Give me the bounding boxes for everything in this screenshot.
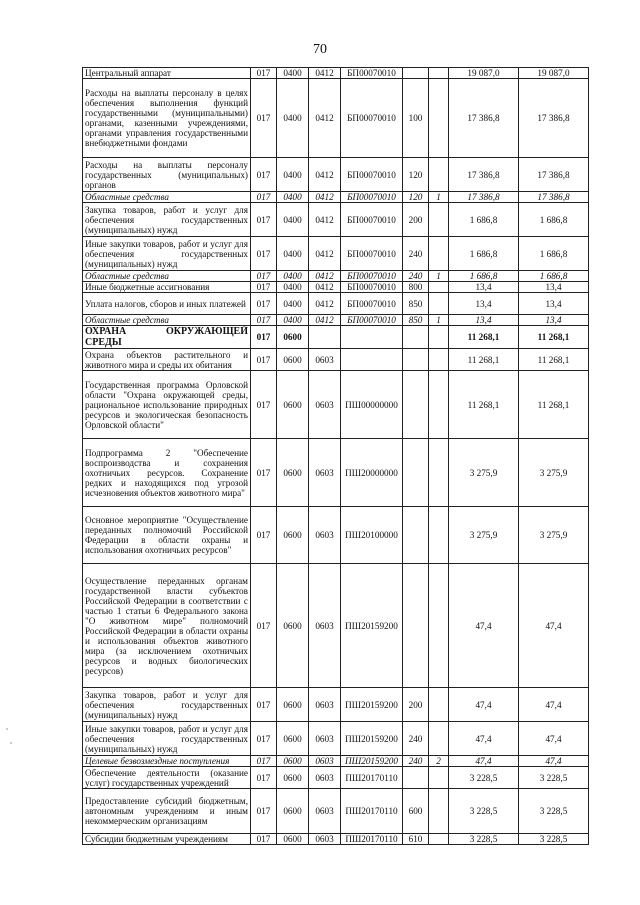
table-row — [83, 767, 589, 789]
table-row — [83, 722, 589, 756]
cell-amount-total: 11 268,1 — [449, 371, 519, 439]
cell-source — [429, 722, 449, 756]
cell-ministry: 017 — [251, 756, 277, 767]
cell-target: БП00070010 — [341, 203, 403, 237]
cell-section: 0600 — [277, 507, 309, 564]
scan-speck — [10, 742, 12, 744]
cell-source: 1 — [429, 271, 449, 282]
cell-section: 0600 — [277, 326, 309, 349]
cell-name: Уплата налогов, сборов и иных платежей — [83, 293, 251, 315]
cell-amount-budget: 3 275,9 — [519, 507, 589, 564]
cell-ministry: 017 — [251, 439, 277, 507]
cell-subsection: 0603 — [309, 439, 341, 507]
cell-ministry: 017 — [251, 349, 277, 371]
table-row — [83, 237, 589, 271]
table-row — [83, 326, 589, 349]
cell-amount-budget: 19 087,0 — [519, 68, 589, 79]
cell-name: Закупка товаров, работ и услуг для обеспечения государственных (муниципальных) нужд — [83, 203, 251, 237]
table-row — [83, 371, 589, 439]
cell-section: 0600 — [277, 756, 309, 767]
cell-ministry: 017 — [251, 293, 277, 315]
cell-subsection: 0412 — [309, 293, 341, 315]
table-row — [83, 271, 589, 282]
cell-section: 0400 — [277, 237, 309, 271]
cell-section: 0600 — [277, 349, 309, 371]
cell-target: ПШ00000000 — [341, 371, 403, 439]
table-row — [83, 507, 589, 564]
table-row — [83, 439, 589, 507]
cell-amount-budget: 13,4 — [519, 315, 589, 326]
cell-expense-type: 850 — [403, 315, 429, 326]
cell-source — [429, 68, 449, 79]
cell-expense-type: 100 — [403, 79, 429, 158]
cell-subsection: 0603 — [309, 564, 341, 688]
cell-subsection: 0412 — [309, 192, 341, 203]
cell-ministry: 017 — [251, 564, 277, 688]
table-row — [83, 293, 589, 315]
cell-ministry: 017 — [251, 371, 277, 439]
table-row — [83, 282, 589, 293]
cell-name: Субсидии бюджетным учреждениям — [83, 834, 251, 845]
cell-expense-type: 240 — [403, 271, 429, 282]
cell-source — [429, 203, 449, 237]
cell-expense-type: 200 — [403, 688, 429, 722]
cell-ministry: 017 — [251, 688, 277, 722]
cell-name: Иные закупки товаров, работ и услуг для обеспечения государственных (муниципальных) нужд — [83, 722, 251, 756]
cell-amount-budget: 1 686,8 — [519, 237, 589, 271]
cell-target — [341, 326, 403, 349]
table-row — [83, 688, 589, 722]
cell-amount-total: 47,4 — [449, 688, 519, 722]
budget-expenditure-table — [82, 67, 589, 845]
cell-source: 1 — [429, 315, 449, 326]
cell-amount-budget: 1 686,8 — [519, 271, 589, 282]
cell-subsection: 0412 — [309, 79, 341, 158]
cell-section: 0400 — [277, 79, 309, 158]
cell-name: Расходы на выплаты персоналу государственных (муниципальных) органов — [83, 158, 251, 192]
page-number: 70 — [313, 42, 327, 57]
cell-subsection — [309, 326, 341, 349]
cell-target: ПШ20159200 — [341, 688, 403, 722]
cell-source — [429, 326, 449, 349]
cell-subsection: 0412 — [309, 68, 341, 79]
cell-subsection: 0412 — [309, 203, 341, 237]
cell-section: 0600 — [277, 439, 309, 507]
cell-source — [429, 688, 449, 722]
cell-amount-budget: 47,4 — [519, 756, 589, 767]
cell-ministry: 017 — [251, 326, 277, 349]
cell-amount-total: 19 087,0 — [449, 68, 519, 79]
cell-ministry: 017 — [251, 271, 277, 282]
cell-amount-budget: 13,4 — [519, 282, 589, 293]
cell-amount-budget: 13,4 — [519, 293, 589, 315]
cell-section: 0600 — [277, 834, 309, 845]
cell-amount-total: 17 386,8 — [449, 158, 519, 192]
cell-target: БП00070010 — [341, 68, 403, 79]
table-row — [83, 789, 589, 834]
cell-target: ПШ20170110 — [341, 789, 403, 834]
cell-expense-type: 240 — [403, 722, 429, 756]
cell-amount-budget: 17 386,8 — [519, 158, 589, 192]
cell-expense-type — [403, 767, 429, 789]
table-row — [83, 192, 589, 203]
cell-subsection: 0603 — [309, 688, 341, 722]
cell-amount-budget: 47,4 — [519, 564, 589, 688]
cell-section: 0600 — [277, 371, 309, 439]
cell-section: 0600 — [277, 564, 309, 688]
cell-name: Областные средства — [83, 271, 251, 282]
cell-name: ОХРАНА ОКРУЖАЮЩЕЙ СРЕДЫ — [83, 326, 251, 349]
cell-expense-type: 800 — [403, 282, 429, 293]
cell-ministry: 017 — [251, 507, 277, 564]
cell-subsection: 0603 — [309, 371, 341, 439]
cell-ministry: 017 — [251, 68, 277, 79]
cell-target: ПШ20159200 — [341, 564, 403, 688]
cell-target: ПШ20170110 — [341, 767, 403, 789]
cell-target: БП00070010 — [341, 293, 403, 315]
cell-amount-total: 3 275,9 — [449, 439, 519, 507]
table-row — [83, 158, 589, 192]
table-row — [83, 68, 589, 79]
table-row — [83, 315, 589, 326]
cell-source — [429, 349, 449, 371]
cell-amount-total: 11 268,1 — [449, 326, 519, 349]
cell-amount-total: 1 686,8 — [449, 203, 519, 237]
table-row — [83, 79, 589, 158]
cell-name: Целевые безвозмездные поступления — [83, 756, 251, 767]
cell-source: 2 — [429, 756, 449, 767]
cell-expense-type — [403, 507, 429, 564]
cell-amount-budget: 17 386,8 — [519, 192, 589, 203]
cell-source — [429, 439, 449, 507]
cell-subsection: 0603 — [309, 722, 341, 756]
cell-name: Государственная программа Орловской области "Охрана окружающей среды, рациональное использование природных ресурсов и экологическая безопасность Орловской области" — [83, 371, 251, 439]
cell-source — [429, 789, 449, 834]
table-row — [83, 756, 589, 767]
cell-expense-type — [403, 371, 429, 439]
cell-subsection: 0603 — [309, 767, 341, 789]
cell-source — [429, 767, 449, 789]
cell-amount-budget: 47,4 — [519, 722, 589, 756]
cell-ministry: 017 — [251, 315, 277, 326]
cell-amount-total: 47,4 — [449, 722, 519, 756]
cell-amount-total: 47,4 — [449, 564, 519, 688]
cell-target: БП00070010 — [341, 192, 403, 203]
cell-ministry: 017 — [251, 722, 277, 756]
cell-amount-budget: 11 268,1 — [519, 349, 589, 371]
cell-amount-total: 3 275,9 — [449, 507, 519, 564]
cell-target: ПШ20170110 — [341, 834, 403, 845]
cell-source — [429, 79, 449, 158]
cell-name: Расходы на выплаты персоналу в целях обеспечения выполнения функций государственными (муниципальными) органами, казенными учреждениями, органами управления государственными внебюджетными фондами — [83, 79, 251, 158]
cell-section: 0400 — [277, 158, 309, 192]
cell-amount-total: 3 228,5 — [449, 789, 519, 834]
table-body — [83, 68, 589, 845]
cell-ministry: 017 — [251, 237, 277, 271]
cell-target: ПШ20000000 — [341, 439, 403, 507]
cell-name: Областные средства — [83, 192, 251, 203]
cell-expense-type: 240 — [403, 756, 429, 767]
table-row — [83, 564, 589, 688]
cell-subsection: 0603 — [309, 507, 341, 564]
cell-target: ПШ20159200 — [341, 756, 403, 767]
cell-amount-total: 1 686,8 — [449, 271, 519, 282]
cell-name: Основное мероприятие "Осуществление переданных полномочий Российской Федерации в области охраны и использования охотничьих ресурсов" — [83, 507, 251, 564]
cell-section: 0600 — [277, 767, 309, 789]
cell-name: Областные средства — [83, 315, 251, 326]
cell-amount-total: 13,4 — [449, 282, 519, 293]
cell-name: Осуществление переданных органам государственной власти субъектов Российской Федерации в соответствии с частью 1 статьи 6 Федерального закона "О животном мире" полномочий Российской Федерации в области охраны и использования объектов животного мира (за исключением охотничьих ресурсов и водных биологических ресурсов) — [83, 564, 251, 688]
cell-ministry: 017 — [251, 834, 277, 845]
cell-name: Иные закупки товаров, работ и услуг для обеспечения государственных (муниципальных) нужд — [83, 237, 251, 271]
cell-target: БП00070010 — [341, 315, 403, 326]
cell-section: 0600 — [277, 722, 309, 756]
cell-subsection: 0412 — [309, 158, 341, 192]
cell-amount-budget: 17 386,8 — [519, 79, 589, 158]
cell-ministry: 017 — [251, 79, 277, 158]
cell-name: Предоставление субсидий бюджетным, автономным учреждениям и иным некоммерческим организациям — [83, 789, 251, 834]
cell-amount-total: 3 228,5 — [449, 834, 519, 845]
cell-subsection: 0603 — [309, 756, 341, 767]
cell-source — [429, 371, 449, 439]
cell-ministry: 017 — [251, 282, 277, 293]
cell-source — [429, 158, 449, 192]
cell-target — [341, 349, 403, 371]
cell-name: Закупка товаров, работ и услуг для обеспечения государственных (муниципальных) нужд — [83, 688, 251, 722]
cell-name: Подпрограмма 2 "Обеспечение воспроизводства и сохранения охотничьих ресурсов. Сохранение редких и находящихся под угрозой исчезновения объектов животного мира" — [83, 439, 251, 507]
cell-amount-budget: 11 268,1 — [519, 326, 589, 349]
cell-amount-total: 1 686,8 — [449, 237, 519, 271]
cell-amount-budget: 3 228,5 — [519, 834, 589, 845]
cell-amount-budget: 1 686,8 — [519, 203, 589, 237]
cell-name: Обеспечение деятельности (оказание услуг) государственных учреждений — [83, 767, 251, 789]
cell-section: 0400 — [277, 315, 309, 326]
table-row — [83, 834, 589, 845]
cell-expense-type — [403, 68, 429, 79]
cell-amount-total: 47,4 — [449, 756, 519, 767]
cell-amount-total: 3 228,5 — [449, 767, 519, 789]
cell-ministry: 017 — [251, 767, 277, 789]
cell-target: БП00070010 — [341, 158, 403, 192]
cell-amount-budget: 3 228,5 — [519, 767, 589, 789]
cell-ministry: 017 — [251, 789, 277, 834]
cell-amount-total: 13,4 — [449, 315, 519, 326]
cell-subsection: 0412 — [309, 315, 341, 326]
cell-section: 0400 — [277, 271, 309, 282]
cell-target: ПШ20100000 — [341, 507, 403, 564]
table-row — [83, 349, 589, 371]
cell-subsection: 0412 — [309, 237, 341, 271]
cell-section: 0600 — [277, 688, 309, 722]
cell-source — [429, 834, 449, 845]
cell-source: 1 — [429, 192, 449, 203]
cell-expense-type: 600 — [403, 789, 429, 834]
cell-amount-budget: 47,4 — [519, 688, 589, 722]
cell-expense-type: 610 — [403, 834, 429, 845]
cell-subsection: 0603 — [309, 834, 341, 845]
cell-expense-type: 120 — [403, 192, 429, 203]
scan-speck — [6, 728, 8, 730]
cell-expense-type: 850 — [403, 293, 429, 315]
cell-name: Центральный аппарат — [83, 68, 251, 79]
table-row — [83, 203, 589, 237]
cell-target: БП00070010 — [341, 79, 403, 158]
cell-ministry: 017 — [251, 158, 277, 192]
cell-section: 0400 — [277, 282, 309, 293]
cell-expense-type: 200 — [403, 203, 429, 237]
cell-expense-type — [403, 349, 429, 371]
cell-target: БП00070010 — [341, 282, 403, 293]
cell-amount-total: 13,4 — [449, 293, 519, 315]
cell-expense-type: 120 — [403, 158, 429, 192]
cell-target: ПШ20159200 — [341, 722, 403, 756]
cell-section: 0400 — [277, 68, 309, 79]
cell-amount-total: 17 386,8 — [449, 192, 519, 203]
cell-section: 0400 — [277, 293, 309, 315]
cell-name: Иные бюджетные ассигнования — [83, 282, 251, 293]
cell-subsection: 0603 — [309, 349, 341, 371]
cell-subsection: 0412 — [309, 282, 341, 293]
cell-source — [429, 293, 449, 315]
cell-ministry: 017 — [251, 203, 277, 237]
cell-amount-total: 11 268,1 — [449, 349, 519, 371]
cell-amount-budget: 3 275,9 — [519, 439, 589, 507]
cell-amount-budget: 3 228,5 — [519, 789, 589, 834]
cell-source — [429, 237, 449, 271]
cell-target: БП00070010 — [341, 271, 403, 282]
cell-source — [429, 507, 449, 564]
cell-target: БП00070010 — [341, 237, 403, 271]
cell-amount-budget: 11 268,1 — [519, 371, 589, 439]
cell-expense-type — [403, 326, 429, 349]
cell-subsection: 0412 — [309, 271, 341, 282]
cell-expense-type: 240 — [403, 237, 429, 271]
cell-section: 0400 — [277, 203, 309, 237]
cell-section: 0600 — [277, 789, 309, 834]
cell-section: 0400 — [277, 192, 309, 203]
cell-name: Охрана объектов растительного и животного мира и среды их обитания — [83, 349, 251, 371]
cell-source — [429, 282, 449, 293]
cell-expense-type — [403, 439, 429, 507]
cell-expense-type — [403, 564, 429, 688]
cell-subsection: 0603 — [309, 789, 341, 834]
cell-source — [429, 564, 449, 688]
cell-ministry: 017 — [251, 192, 277, 203]
cell-amount-total: 17 386,8 — [449, 79, 519, 158]
